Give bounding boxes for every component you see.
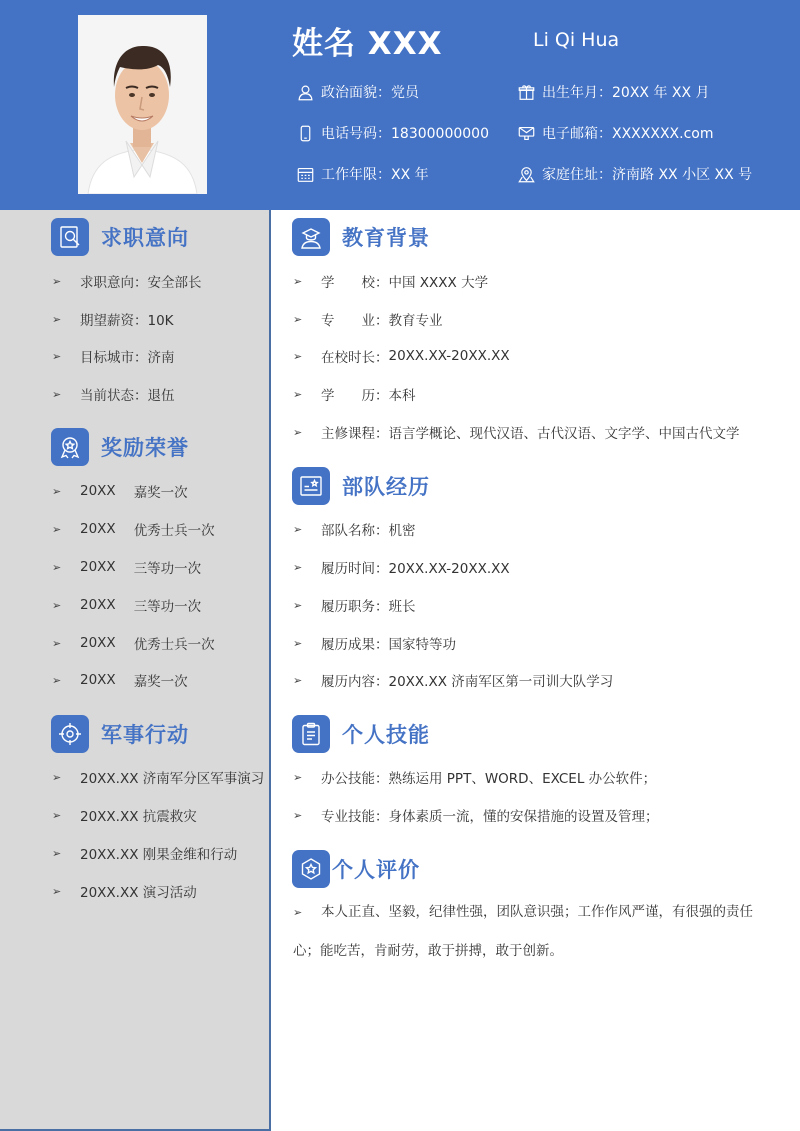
profile-photo xyxy=(78,15,207,194)
info-political: 政治面貌：党员 xyxy=(297,82,419,102)
info-address: 家庭住址：济南路 XX 小区 XX 号 xyxy=(518,164,752,184)
section-skills: 个人技能 xyxy=(292,715,430,753)
military-item: ➢ 20XX.XX 抗震救灾 xyxy=(52,808,197,825)
award-item: ➢ 20XX 优秀士兵一次 xyxy=(52,521,215,539)
military-item: ➢ 20XX.XX 刚果金维和行动 xyxy=(52,846,238,863)
job-item: ➢ 当前状态：退伍 xyxy=(52,387,175,404)
info-phone: 电话号码：18300000000 xyxy=(297,123,489,143)
award-item: ➢ 20XX 三等功一次 xyxy=(52,559,202,577)
gift-icon xyxy=(518,84,535,101)
graduate-icon xyxy=(298,224,324,250)
education-item: ➢ 专 业 ： 教育专业 xyxy=(293,312,443,329)
job-item: ➢ 期望薪资：10K xyxy=(52,312,174,329)
section-education: 教育背景 xyxy=(292,218,430,256)
army-item: ➢ 履历成果：国家特等功 xyxy=(293,636,456,653)
target-icon xyxy=(57,721,83,747)
military-item: ➢ 20XX.XX 济南军分区军事演习 xyxy=(52,770,265,787)
job-item: ➢ 求职意向：安全部长 xyxy=(52,274,202,291)
skill-item: ➢ 专业技能：身体素质一流，懂的安保措施的设置及管理； xyxy=(293,808,659,825)
award-item: ➢ 20XX 嘉奖一次 xyxy=(52,483,188,501)
army-item: ➢ 履历职务：班长 xyxy=(293,598,416,615)
info-work-years: 工作年限：XX 年 xyxy=(297,164,429,184)
award-item: ➢ 20XX 三等功一次 xyxy=(52,597,202,615)
info-birth: 出生年月：20XX 年 XX 月 xyxy=(518,82,710,102)
army-item: ➢ 履历内容：20XX.XX 济南军区第一司训大队学习 xyxy=(293,673,614,690)
section-evaluation: 个人评价 xyxy=(292,850,420,888)
education-item: ➢ 学 校 ： 中国 XXXX 大学 xyxy=(293,274,489,291)
phone-icon xyxy=(297,125,314,142)
section-awards: 奖励荣誉 xyxy=(51,428,189,466)
calendar-icon xyxy=(297,166,314,183)
candidate-name-en: Li Qi Hua xyxy=(533,29,620,51)
section-military: 军事行动 xyxy=(51,715,189,753)
army-item: ➢ 部队名称：机密 xyxy=(293,522,416,539)
section-army: 部队经历 xyxy=(292,467,430,505)
certificate-icon xyxy=(298,473,324,499)
star-badge-icon xyxy=(298,856,324,882)
location-icon xyxy=(518,166,535,183)
mail-icon xyxy=(518,125,535,142)
clipboard-icon xyxy=(298,721,324,747)
job-item: ➢ 目标城市：济南 xyxy=(52,349,175,366)
candidate-name: 姓名 XXX xyxy=(292,26,443,62)
info-email: 电子邮箱：XXXXXXX.com xyxy=(518,123,714,143)
military-item: ➢ 20XX.XX 演习活动 xyxy=(52,884,197,901)
army-item: ➢ 履历时间：20XX.XX-20XX.XX xyxy=(293,560,510,577)
award-item: ➢ 20XX 嘉奖一次 xyxy=(52,672,188,690)
award-item: ➢ 20XX 优秀士兵一次 xyxy=(52,635,215,653)
medal-icon xyxy=(57,434,83,460)
education-item: ➢ 在校时长 ： 20XX.XX-20XX.XX xyxy=(293,348,510,366)
skill-item: ➢ 办公技能：熟练运用 PPT、WORD、EXCEL 办公软件； xyxy=(293,770,657,787)
search-document-icon xyxy=(57,224,83,250)
header-banner xyxy=(0,0,800,210)
education-item: ➢ 主修课程 ： 语言学概论、现代汉语、古代汉语、文字学、中国古代文学 xyxy=(293,425,740,442)
evaluation-text: ➢ 本人正直、坚毅，纪律性强，团队意识强；工作作风严谨，有很强的责任心；能吃苦，肯耐劳，敢于拼搏，敢于创新。 xyxy=(293,904,753,959)
education-item: ➢ 学 历 ： 本科 xyxy=(293,387,416,404)
person-icon xyxy=(297,84,314,101)
section-job-intention: 求职意向 xyxy=(51,218,189,256)
